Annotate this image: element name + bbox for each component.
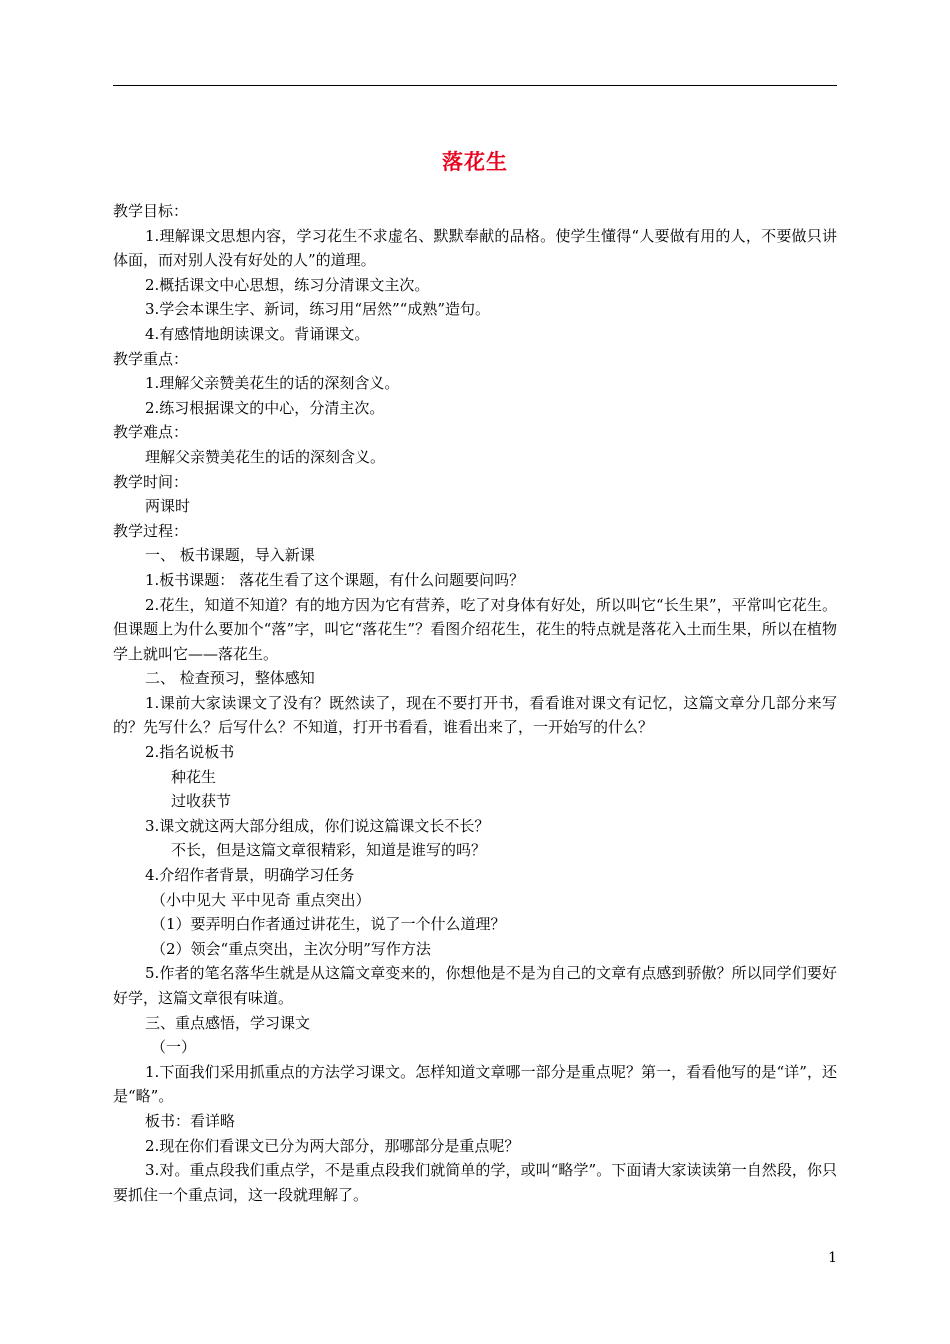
paragraph: 理解父亲赞美花生的话的深刻含义。 [145,447,386,466]
paragraph: 2.现在你们看课文已分为两大部分，那哪部分是重点呢？ [145,1136,520,1155]
paragraph: 5.作者的笔名落华生就是从这篇文章变来的，你想他是不是为自己的文章有点感到骄傲？所以同学们要好好学，这篇文章很有味道。 [113,964,837,1007]
blackboard-item: 过收获节 [171,792,232,811]
paragraph: 4.有感情地朗读课文。背诵课文。 [145,324,370,343]
paragraph: 板书：看详略 [145,1111,236,1130]
paragraph: 2.练习根据课文的中心，分清主次。 [145,398,385,417]
section-heading: 二、 检查预习，整体感知 [145,669,315,688]
document-body [113,199,837,1207]
paragraph: 3.对。重点段我们重点学，不是重点段我们就简单的学，或叫“略学”。下面请大家读读第一自然段，你只要抓住一个重点词，这一段就理解了。 [113,1161,837,1204]
paragraph: 两课时 [145,497,191,516]
paragraph: 1.板书课题： 落花生看了这个课题，有什么问题要问吗？ [145,570,525,589]
paragraph: （小中见大 平中见奇 重点突出） [151,890,371,909]
heading-key-points: 教学重点： [113,349,189,368]
paragraph: 2.花生，知道不知道？有的地方因为它有营养，吃了对身体有好处，所以叫它“长生果”，平常叫它花生。但课题上为什么要加个“落”字，叫它“落花生”？看图介绍花生，花生的特点就是落花入土而生果，所以在植物学上就叫它——落花生。 [113,595,837,663]
paragraph: 3.课文就这两大部分组成，你们说这篇课文长不长？ [145,816,490,835]
paragraph: 2.指名说板书 [145,743,235,762]
paragraph: 1.理解父亲赞美花生的话的深刻含义。 [145,374,400,393]
header-rule [113,85,837,86]
paragraph: 1.课前大家读课文了没有？既然读了，现在不要打开书，看看谁对课文有记忆，这篇文章分几部分来写的？先写什么？后写什么？不知道，打开书看看，谁看出来了，一开始写的什么？ [113,693,837,737]
paragraph: （1）要弄明白作者通过讲花生，说了一个什么道理？ [151,915,506,934]
paragraph: （一） [151,1038,197,1057]
document-title: 落花生 [442,150,508,174]
heading-difficulties: 教学难点： [113,423,189,442]
heading-objectives: 教学目标： [113,202,189,220]
paragraph: 不长，但是这篇文章很精彩，知道是谁写的吗？ [171,841,487,860]
section-heading: 一、 板书课题，导入新课 [145,546,315,565]
paragraph: （2）领会“重点突出，主次分明”写作方法 [151,939,431,958]
heading-process: 教学过程： [113,521,189,540]
page-number: 1 [828,1250,837,1266]
paragraph: 4.介绍作者背景，明确学习任务 [145,866,355,885]
section-heading: 三、重点感悟，学习课文 [145,1013,311,1032]
paragraph: 3.学会本课生字、新词，练习用“居然”“成熟”造句。 [145,300,490,319]
heading-time: 教学时间： [113,472,189,491]
paragraph: 1.下面我们采用抓重点的方法学习课文。怎样知道文章哪一部分是重点呢？第一，看看他写的是“详”，还是“略”。 [113,1062,837,1106]
paragraph: 1.理解课文思想内容，学习花生不求虚名、默默奉献的品格。使学生懂得“人要做有用的人，不要做只讲体面，而对别人没有好处的人”的道理。 [113,226,837,270]
blackboard-item: 种花生 [171,767,217,786]
paragraph: 2.概括课文中心思想，练习分清课文主次。 [145,275,430,294]
